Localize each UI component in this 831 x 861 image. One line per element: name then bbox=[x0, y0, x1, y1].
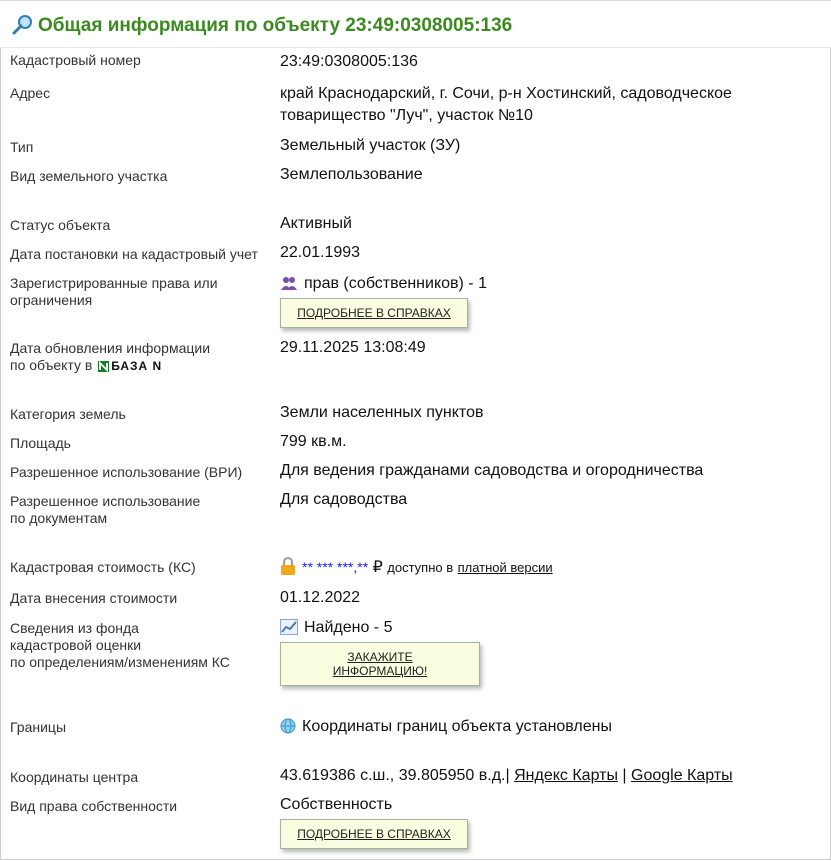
status-label: Статус объекта bbox=[10, 217, 111, 233]
vri-value: Для ведения гражданами садоводства и огородничества bbox=[280, 462, 704, 479]
kind-value: Землепользование bbox=[280, 166, 423, 183]
update-label-line2 bbox=[10, 357, 162, 375]
cost-masked: ** *** ***,** bbox=[302, 559, 369, 575]
doc-use-value: Для садоводства bbox=[280, 491, 408, 508]
panel-header bbox=[0, 0, 831, 48]
order-info-button[interactable] bbox=[280, 642, 480, 686]
doc-use-label-line2: по документам bbox=[10, 510, 108, 526]
baza-n-logo-icon bbox=[98, 361, 109, 372]
magnifier-icon bbox=[12, 14, 34, 36]
order-info-button-line2: ИНФОРМАЦИЮ! bbox=[332, 664, 428, 678]
currency-symbol: ₽ bbox=[372, 559, 383, 576]
cost-label: Кадастровая стоимость (КС) bbox=[10, 559, 196, 575]
coords-label: Координаты центра bbox=[10, 769, 139, 785]
coords-text: 43.619386 с.ш., 39.805950 в.д.| bbox=[280, 767, 510, 784]
people-icon bbox=[280, 275, 298, 291]
cadnum-value: 23:49:0308005:136 bbox=[280, 53, 418, 70]
ownership-label: Вид права собственности bbox=[10, 798, 178, 814]
rights-label-line1: Зарегистрированные права или bbox=[10, 275, 218, 291]
address-value-line2: товарищество "Луч", участок №10 bbox=[280, 107, 533, 124]
update-label-line1: Дата обновления информации bbox=[10, 340, 211, 356]
cadnum-label: Кадастровый номер bbox=[10, 52, 141, 68]
cost-date-label: Дата внесения стоимости bbox=[10, 590, 178, 606]
globe-icon bbox=[280, 718, 296, 734]
cost-availability-text: доступно в bbox=[387, 560, 454, 575]
cost-value bbox=[280, 556, 553, 579]
doc-use-label-line1: Разрешенное использование bbox=[10, 493, 201, 509]
category-value: Земли населенных пунктов bbox=[280, 404, 484, 421]
page-title: Общая информация по объекту 23:49:0308005:136 bbox=[38, 15, 513, 36]
address-label: Адрес bbox=[10, 85, 51, 101]
fund-value bbox=[280, 617, 392, 639]
rights-label-line2: ограничения bbox=[10, 292, 93, 308]
rights-details-button[interactable]: ПОДРОБНЕЕ В СПРАВКАХ bbox=[280, 298, 468, 328]
fund-label-line1: Сведения из фонда bbox=[10, 620, 139, 636]
fund-label-line3: по определениям/изменениям КС bbox=[10, 654, 230, 670]
ownership-details-button[interactable]: ПОДРОБНЕЕ В СПРАВКАХ bbox=[280, 819, 468, 849]
rights-value-text: прав (собственников) - 1 bbox=[304, 275, 487, 292]
google-maps-link[interactable]: Google Карты bbox=[631, 767, 733, 784]
baza-n-brand: БАЗА N bbox=[111, 359, 163, 373]
type-value: Земельный участок (ЗУ) bbox=[280, 137, 461, 154]
reg-date-value: 22.01.1993 bbox=[280, 244, 361, 261]
category-label: Категория земель bbox=[10, 406, 126, 422]
update-label-line2-text: по объекту в bbox=[10, 357, 93, 373]
fund-value-text: Найдено - 5 bbox=[304, 619, 393, 636]
order-info-button-line1: ЗАКАЖИТЕ bbox=[347, 650, 413, 664]
ownership-value: Собственность bbox=[280, 796, 393, 813]
coords-separator: | bbox=[622, 767, 627, 784]
cost-date-value: 01.12.2022 bbox=[280, 589, 361, 606]
fund-label-line2: кадастровой оценки bbox=[10, 637, 142, 653]
yandex-maps-link[interactable]: Яндекс Карты bbox=[514, 767, 618, 784]
rights-value bbox=[280, 273, 487, 295]
coords-value bbox=[280, 765, 733, 787]
bounds-label: Границы bbox=[10, 719, 66, 735]
vri-label: Разрешенное использование (ВРИ) bbox=[10, 464, 243, 480]
chart-icon bbox=[280, 619, 298, 635]
status-value: Активный bbox=[280, 215, 352, 232]
type-label: Тип bbox=[10, 139, 34, 155]
kind-label: Вид земельного участка bbox=[10, 168, 168, 184]
paid-version-link[interactable]: платной версии bbox=[457, 560, 553, 575]
update-value: 29.11.2025 13:08:49 bbox=[280, 339, 426, 356]
reg-date-label: Дата постановки на кадастровый учет bbox=[10, 246, 258, 262]
address-value-line1: край Краснодарский, г. Сочи, р-н Хостинский, садоводческое bbox=[280, 85, 732, 102]
lock-icon bbox=[280, 557, 296, 575]
area-label: Площадь bbox=[10, 435, 71, 451]
bounds-value-text: Координаты границ объекта установлены bbox=[302, 718, 612, 735]
area-value: 799 кв.м. bbox=[280, 433, 347, 450]
bounds-value bbox=[280, 716, 612, 738]
